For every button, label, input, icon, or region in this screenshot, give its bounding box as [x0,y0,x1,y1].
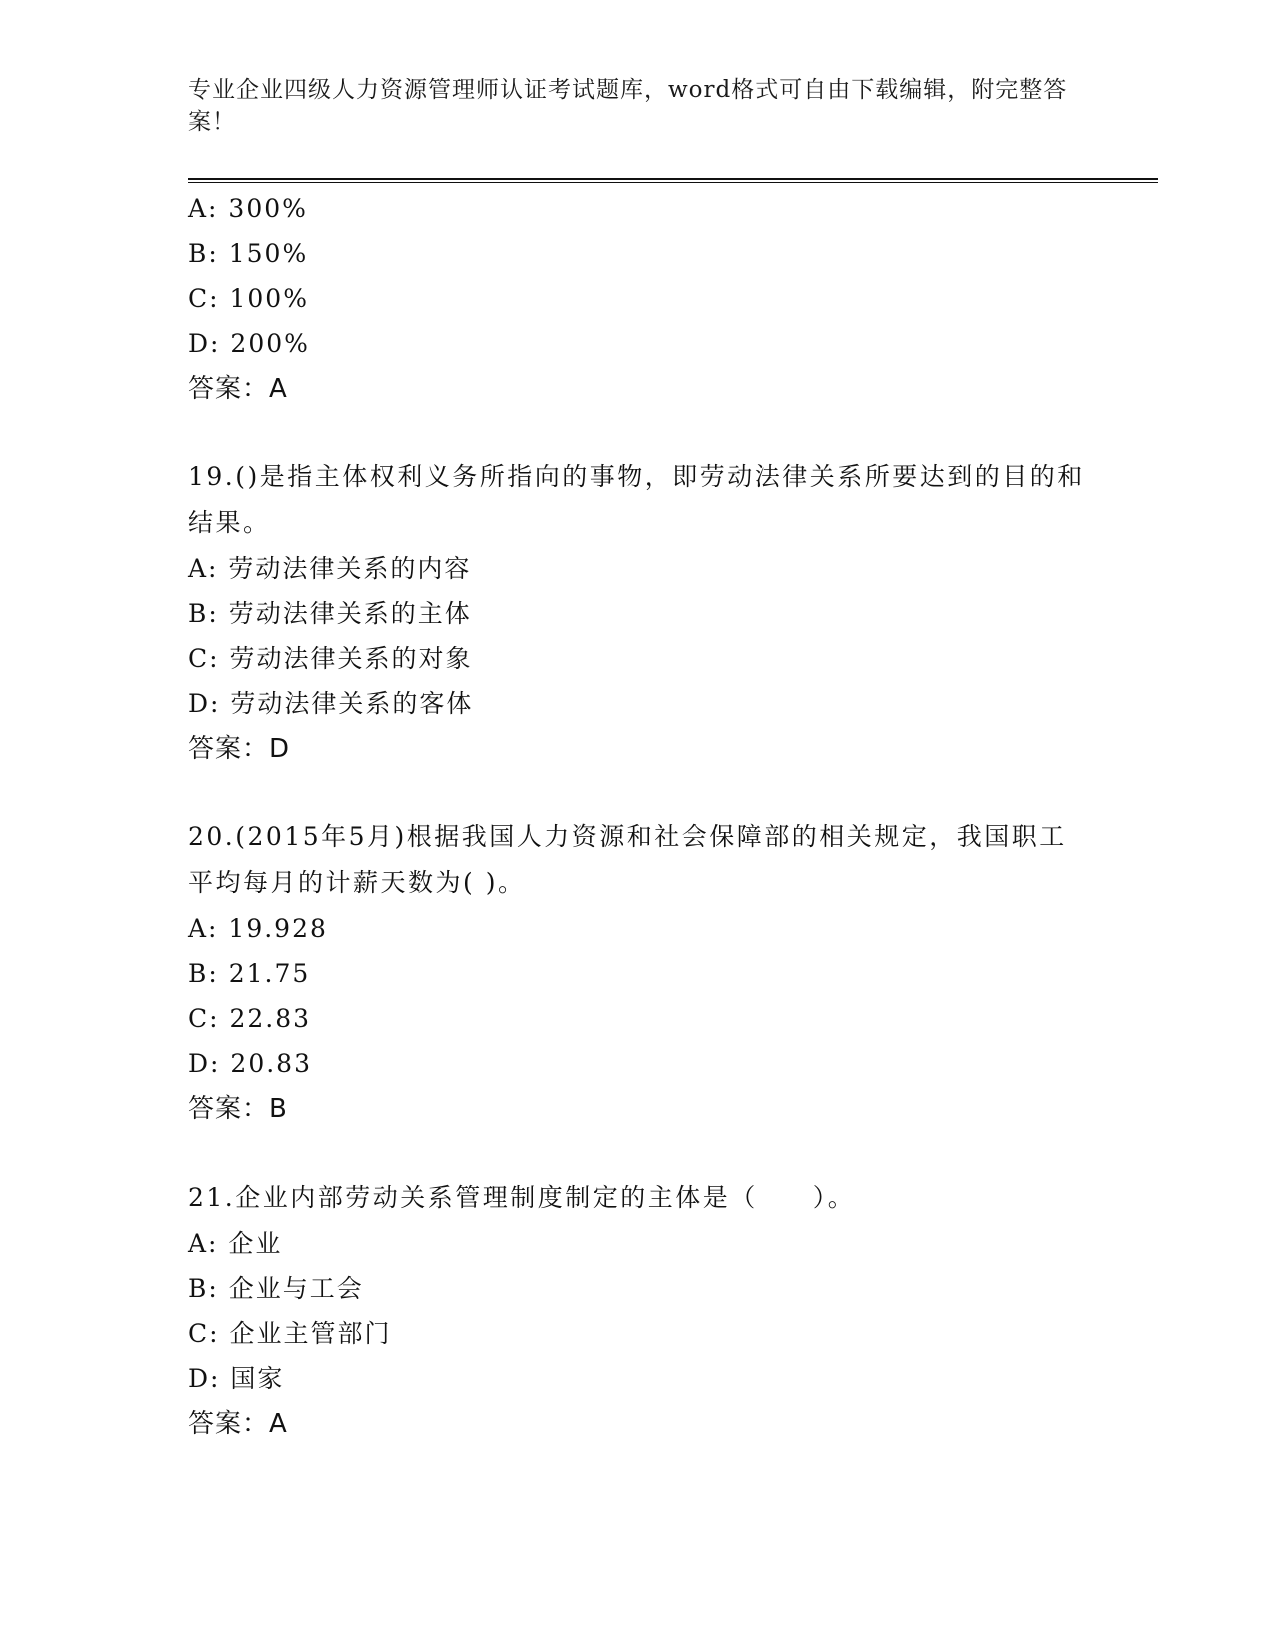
q21-option-b: B: 企业与工会 [188,1274,364,1303]
header-divider-thin [188,182,1158,183]
q21-question: 21.企业内部劳动关系管理制度制定的主体是（ ）。 [188,1183,856,1212]
q21-option-c: C: 企业主管部门 [188,1319,392,1348]
q20-option-d: D: 20.83 [188,1049,312,1078]
q20-answer: 答案：B [188,1094,288,1124]
document-header: 专业企业四级人力资源管理师认证考试题库，word格式可自由下载编辑，附完整答案！ [188,77,1068,135]
q19-question: 19.()是指主体权利义务所指向的事物，即劳动法律关系所要达到的目的和结果。 [188,462,1085,537]
q20-option-b: B: 21.75 [188,959,311,988]
q21-answer: 答案：A [188,1409,288,1439]
q20-option-c: C: 22.83 [188,1004,312,1033]
q19-option-a: A: 劳动法律关系的内容 [188,554,472,583]
q19-option-b: B: 劳动法律关系的主体 [188,599,472,628]
q20-option-a: A: 19.928 [188,914,328,943]
q18-option-a: A: 300% [188,194,308,223]
q18-option-d: D: 200% [188,329,310,358]
q21-option-a: A: 企业 [188,1229,283,1258]
q20-question: 20.(2015年5月)根据我国人力资源和社会保障部的相关规定，我国职工平均每月的计薪天数为( )。 [188,822,1067,897]
header-divider [188,178,1158,180]
q19-option-c: C: 劳动法律关系的对象 [188,644,473,673]
q19-answer: 答案：D [188,734,291,764]
q18-option-c: C: 100% [188,284,309,313]
q18-option-b: B: 150% [188,239,309,268]
q19-option-d: D: 劳动法律关系的客体 [188,689,474,718]
q21-option-d: D: 国家 [188,1364,285,1393]
q18-answer: 答案：A [188,374,288,404]
